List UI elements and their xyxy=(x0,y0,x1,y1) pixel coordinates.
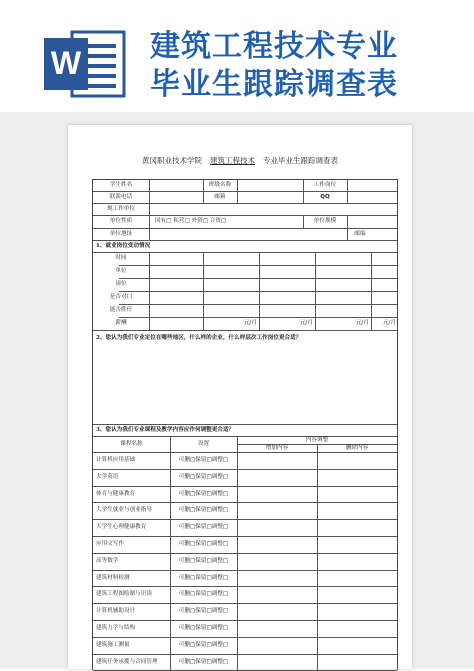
class-name-label: 班级名称 xyxy=(208,182,232,188)
course-name-header: 课程名称 xyxy=(120,441,143,447)
content-adjust-header: 内容调整 xyxy=(305,437,329,443)
major-name: 建筑工程技术 xyxy=(210,156,255,165)
student-name-field[interactable] xyxy=(150,180,203,191)
form-title: 专业毕业生跟踪调查表 xyxy=(263,156,338,165)
header-title xyxy=(150,28,460,104)
current-unit-field[interactable] xyxy=(150,203,397,215)
course-setting-options[interactable]: 可删□保留□调整□ xyxy=(178,574,229,581)
salary-unit: 元/月 xyxy=(299,320,313,326)
course-name: 建筑材料检测 xyxy=(96,574,130,581)
unit-scale-field[interactable] xyxy=(348,215,397,228)
history-row-unit: 单位 xyxy=(115,268,127,274)
job-position-field[interactable] xyxy=(348,180,397,191)
history-row-competent: 能否胜任 xyxy=(109,307,133,313)
survey-form-table xyxy=(92,179,398,670)
course-name: 体育与健康教育 xyxy=(96,490,136,497)
class-name-field[interactable] xyxy=(238,180,303,191)
salary-unit: 元/月 xyxy=(243,320,257,326)
unit-nature-options[interactable]: 国有□ 私营□ 外资□ 合资□ xyxy=(155,218,227,224)
email-label: 邮箱 xyxy=(214,194,226,200)
unit-nature-label: 单位性质 xyxy=(109,218,133,224)
course-name: 应用文写作 xyxy=(96,541,124,547)
salary-unit: 元/月 xyxy=(355,320,369,326)
course-name: 建筑施工测量 xyxy=(96,641,130,648)
setting-header: 设置 xyxy=(197,441,210,447)
course-setting-options[interactable]: 可删□保留□调整□ xyxy=(178,658,229,665)
course-setting-options[interactable]: 可删□保留□调整□ xyxy=(178,557,229,564)
section1-title: 1、就业岗位变动情况 xyxy=(96,243,151,249)
word-icon xyxy=(42,28,128,100)
unit-scale-label: 单位规模 xyxy=(313,218,337,224)
qq-field[interactable] xyxy=(348,191,397,203)
history-row-salary: 薪酬 xyxy=(115,320,127,326)
course-setting-options[interactable]: 可删□保留□调整□ xyxy=(178,457,229,463)
course-setting-options[interactable]: 可删□保留□调整□ xyxy=(178,641,229,648)
history-row-match: 是否对口 xyxy=(109,294,133,300)
header-title-line2: 毕业生跟踪调查表 xyxy=(150,67,398,102)
course-name: 建筑任务承揽与合同管理 xyxy=(96,658,158,665)
course-setting-options[interactable]: 可删□保留□调整□ xyxy=(178,524,229,531)
header-banner xyxy=(0,0,474,112)
qq-label: QQ xyxy=(320,194,330,200)
delete-content-header: 删除内容 xyxy=(345,445,369,451)
current-unit-label: 现工作单位 xyxy=(107,206,135,212)
phone-field[interactable] xyxy=(150,191,203,203)
course-name: 计算机应用基础 xyxy=(96,457,136,463)
history-row-time: 时间 xyxy=(115,255,127,261)
history-row-position: 岗位 xyxy=(115,281,127,287)
document-page xyxy=(68,125,412,669)
section2-title: 2、您认为我们专业定位在哪些地区，什么样的企业，什么样层次工作岗位更合适？ xyxy=(96,335,302,341)
svg-text:W: W xyxy=(50,45,82,81)
email-field[interactable] xyxy=(238,191,303,203)
postcode-field[interactable] xyxy=(373,228,397,240)
phone-label: 联系电话 xyxy=(109,194,133,200)
postcode-label: 邮编 xyxy=(354,231,366,237)
course-name: 大学生心理健康教育 xyxy=(96,524,147,531)
course-name: 大学生就业与创业指导 xyxy=(96,507,152,514)
unit-address-field[interactable] xyxy=(150,228,347,240)
course-name: 计算机辅助设计 xyxy=(96,608,136,615)
salary-unit: 元/月 xyxy=(382,320,396,326)
section2-answer-area[interactable] xyxy=(96,344,394,424)
course-setting-options[interactable]: 可删□保留□调整□ xyxy=(178,507,229,514)
student-name-label: 学生姓名 xyxy=(109,182,133,188)
unit-address-label: 单位地址 xyxy=(109,231,133,237)
document-heading xyxy=(68,155,412,166)
course-name: 大学英语 xyxy=(96,473,119,480)
section3-title: 3、您认为我们专业课程及教学内容应作何调整更合适？ xyxy=(96,427,235,433)
course-setting-options[interactable]: 可删□保留□调整□ xyxy=(178,473,229,480)
header-title-line1: 建筑工程技术专业 xyxy=(150,29,398,64)
add-content-header: 增加内容 xyxy=(265,445,289,451)
school-name: 黄冈职业技术学院 xyxy=(142,156,202,165)
course-setting-options[interactable]: 可删□保留□调整□ xyxy=(178,591,229,598)
course-setting-options[interactable]: 可删□保留□调整□ xyxy=(178,541,229,547)
course-setting-options[interactable]: 可删□保留□调整□ xyxy=(178,608,229,615)
job-position-label: 工作岗位 xyxy=(313,182,337,188)
course-setting-options[interactable]: 可删□保留□调整□ xyxy=(178,625,229,631)
course-name: 高等数学 xyxy=(96,557,119,564)
course-setting-options[interactable]: 可删□保留□调整□ xyxy=(178,490,229,497)
course-name: 建筑工程图绘制与识读 xyxy=(96,591,152,598)
course-name: 建筑力学与结构 xyxy=(96,625,136,631)
